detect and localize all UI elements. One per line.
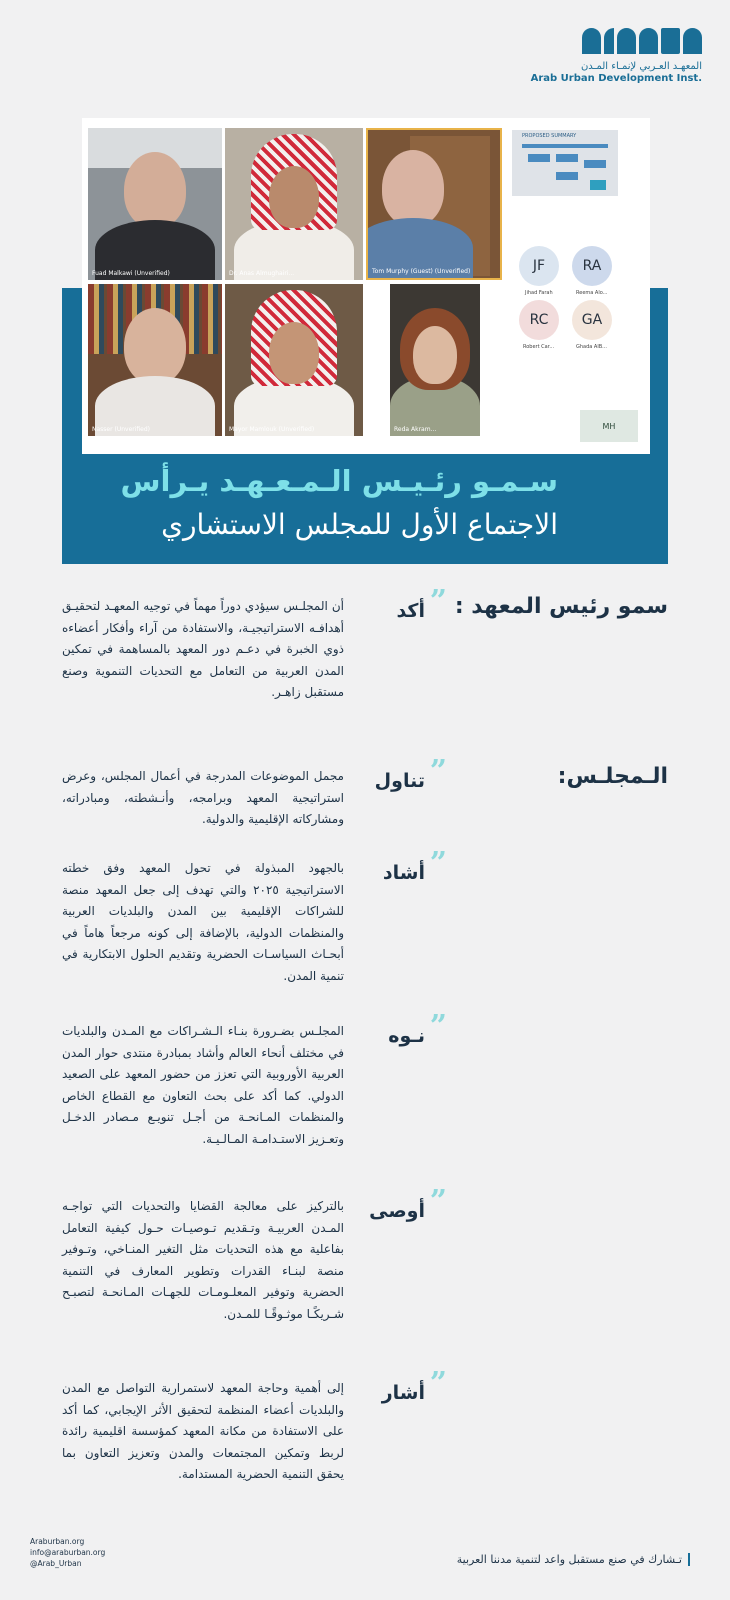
participant-caption: Reda Akram...	[394, 426, 437, 433]
participant-caption: Fuad Malkawi (Unverified)	[92, 270, 170, 277]
section-heading-council: الـمجلـس:	[557, 764, 668, 789]
logo-arabic-name: المعهـد العـربي لإنمـاء المـدن	[580, 61, 702, 72]
logo-english-name: Arab Urban Development Inst.	[530, 73, 702, 84]
participant-caption: Dr. Anas Almughairi...	[229, 270, 295, 277]
participant-tile-mh: MH	[580, 410, 638, 442]
participant-name: Ghada AlB...	[576, 344, 607, 350]
footer-website[interactable]: Araburban.org	[30, 1537, 85, 1546]
participant-caption: Nasser (Unverified)	[92, 426, 151, 433]
logo-mark-icon	[512, 28, 702, 54]
footer-email[interactable]: info@araburban.org	[30, 1548, 106, 1557]
keyword-nawah: ” نـوه	[388, 1009, 447, 1047]
participant-tile	[225, 128, 363, 280]
footer-contact	[30, 1536, 105, 1569]
participant-avatar: RC	[519, 300, 559, 340]
paragraph: المجلـس بضـرورة بنـاء الـشـراكات مع المـدن والبلديات في مختلف أنحاء العالم وأشاد بمبادرة منتدى حوار المدن العربية الأوروبية التي تعزز من حضور المعهد على الصعيد الدولي. كما أكد على بحث التعاون مع القطاع الخاص والمنظمات المـانحـة من أجـل تنويـع مـصادر الدخـل وتعـزيز الاستـدامـة المـالـيـة.	[62, 1024, 344, 1146]
quote-mark-icon: ”	[429, 584, 447, 619]
keyword-akkad: ” أكد	[396, 584, 447, 622]
keyword-ashar: ” أشار	[381, 1366, 447, 1404]
participant-avatar: JF	[519, 246, 559, 286]
video-call-screenshot	[82, 118, 650, 454]
participant-name: Robert Car...	[523, 344, 555, 350]
participant-caption: Mayor Mamlouk (Unverified)	[229, 426, 315, 433]
participant-caption: Tom Murphy (Guest) (Unverified)	[372, 268, 471, 275]
participant-tile	[390, 284, 480, 436]
participant-avatar: RA	[572, 246, 612, 286]
participant-name: Jihad Farah	[525, 290, 553, 296]
quote-mark-icon: ”	[429, 754, 447, 789]
paragraph: بالتركيز على معالجة القضايا والتحديات التي تواجـه المـدن العربيـة وتـقديم تـوصيـات حـول كيفية التعامل بفاعلية مع هذه التحديات مثل التغير المنـاخي، وتـوفير منصة لبنـاء القدرات وتطوير المعارف في التنمية الحضرية وتوفير المعلـومـات للجهـات المـانحـة لتصبـح شـريكًـا موثـوقًـا للمـدن.	[62, 1199, 344, 1321]
keyword-ashad: ” أشاد	[382, 846, 447, 884]
participant-tile-active	[366, 128, 502, 280]
participant-tile	[225, 284, 363, 436]
footer-slogan: تـشارك في صنع مستقبل واعد لتنمية مدننا العربية	[457, 1553, 690, 1566]
keyword-tanawal: ” تناول	[374, 754, 447, 792]
headline	[62, 458, 668, 564]
shared-screen-thumbnail	[512, 130, 618, 196]
participant-tile	[88, 128, 222, 280]
shared-screen-title: PROPOSED SUMMARY	[522, 133, 577, 139]
paragraph: مجمل الموضوعات المدرجة في أعمال المجلس، وعرض استراتيجية المعهد وبرامجه، وأنـشطته، ومبادراته، ومشاركاته الإقليمية والدولية.	[62, 769, 344, 827]
institute-logo	[512, 28, 702, 85]
quote-mark-icon: ”	[429, 1366, 447, 1401]
headline-line-2: الاجتماع الأول للمجلس الاستشاري	[161, 508, 558, 541]
paragraph: بالجهود المبذولة في تحول المعهد وفق خطته الاستراتيجية ٢٠٢٥ والتي تهدف إلى جعل المعهد منصة للشراكات الإقليمية بين المدن والبلديات العربية والمنظمات الدولية، بالإضافة إلى كونه مرجعاً هاماً في أبحـاث السياسـات الحضرية وتقديم الحلول الابتكارية في تنمية المدن.	[62, 861, 344, 983]
section-heading-president: سمو رئيس المعهد :	[454, 594, 668, 619]
keyword-awsa: ” أوصى	[369, 1184, 447, 1222]
quote-mark-icon: ”	[429, 1009, 447, 1044]
participant-avatar: GA	[572, 300, 612, 340]
headline-line-1: سـمـو رئـيـس الـمـعـهـد يـرأس	[120, 464, 558, 498]
quote-mark-icon: ”	[429, 846, 447, 881]
quote-mark-icon: ”	[429, 1184, 447, 1219]
footer-handle[interactable]: @Arab_Urban	[30, 1559, 82, 1568]
participant-name: Reema Alo...	[576, 290, 608, 296]
participant-tile	[88, 284, 222, 436]
paragraph: أن المجلـس سيؤدي دوراً مهماً في توجيه المعهـد لتحقيـق أهدافـه الاستراتيجيـة، والاستفادة من آراء وأفكار أعضاءه ذوي الخبرة في دعـم دور المعهد بالمساهمة في تمكين المدن العربية من التعامل مع التحديات التنموية وصنع مستقبل زاهـر.	[62, 599, 344, 700]
paragraph: إلى أهمية وحاجة المعهد لاستمرارية التواصل مع المدن والبلديات أعضاء المنظمة لتحقيق الأثر الإيجابي، كما أكد على الاستفادة من مكانة المعهد كمؤسسة اقليمية رائدة لربط وتمكين المجتمعات والمدن وتعزيز التعاون بما يحقق التنمية الحضرية المستدامة.	[62, 1381, 344, 1482]
